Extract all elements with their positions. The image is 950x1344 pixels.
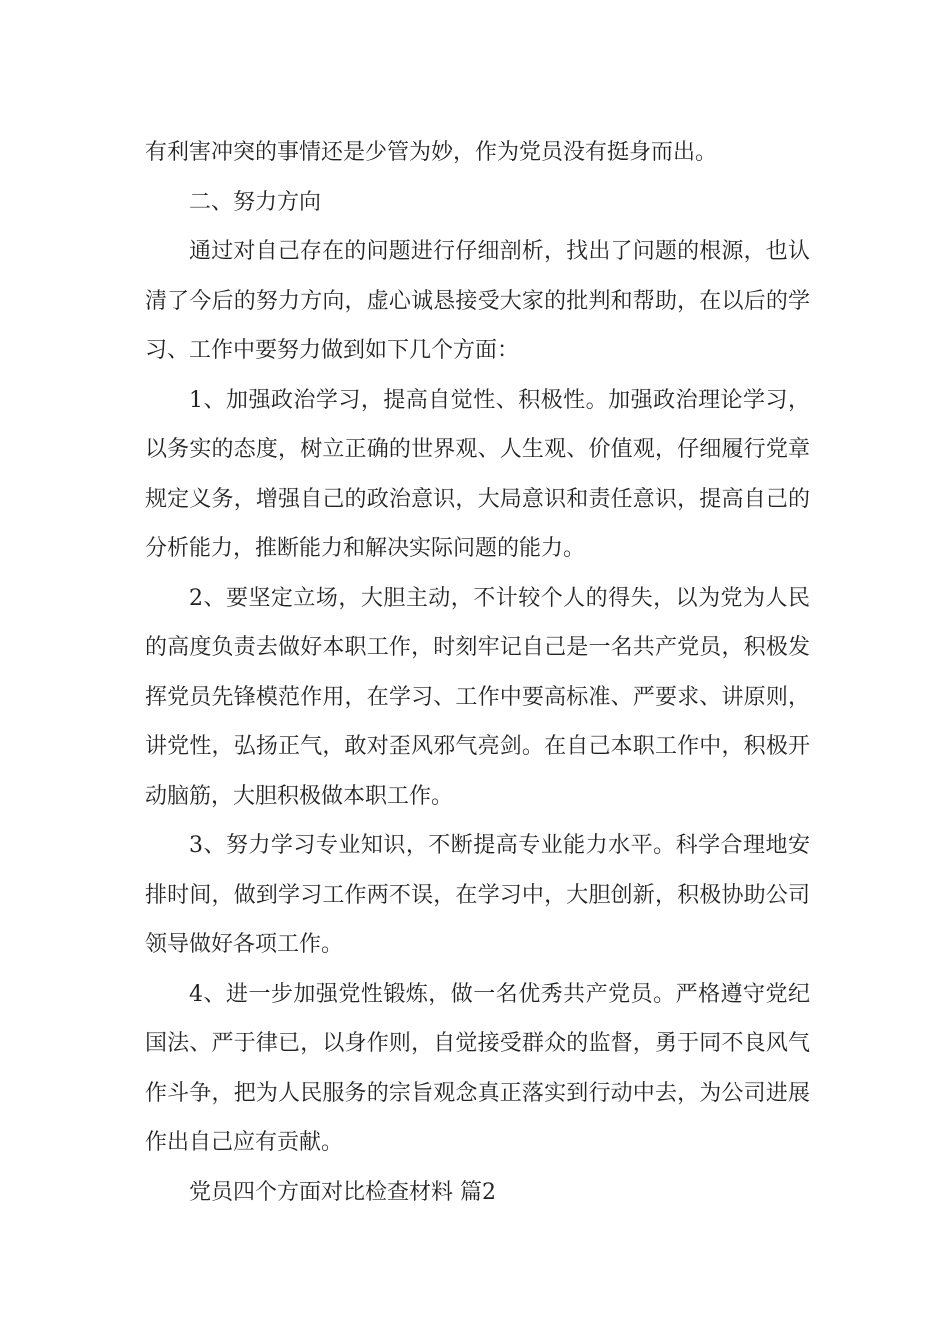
paragraph-item-2: 2、要坚定立场，大胆主动，不计较个人的得失，以为党为人民的高度负责去做好本职工作，时刻牢记自己是一名共产党员，积极发挥党员先锋模范作用，在学习、工作中要高标准、严要求、讲原则，讲党性，弘扬正气，敢对歪风邪气亮剑。在自己本职工作中，积极开动脑筋，大胆积极做本职工作。 [145, 585, 810, 809]
document-page [145, 128, 810, 1217]
paragraph-continuation: 有利害冲突的事情还是少管为妙，作为党员没有挺身而出。 [145, 140, 718, 165]
paragraph-intro: 通过对自己存在的问题进行仔细剖析，找出了问题的根源，也认清了今后的努力方向，虚心诚恳接受大家的批判和帮助，在以后的学习、工作中要努力做到如下几个方面： [145, 239, 810, 363]
section-title-part-2: 党员四个方面对比检查材料 篇2 [189, 1179, 496, 1205]
section-heading-effort-direction: 二、努力方向 [189, 189, 322, 215]
paragraph-item-4: 4、进一步加强党性锻炼，做一名优秀共产党员。严格遵守党纪国法、严于律已，以身作则，自觉接受群众的监督，勇于同不良风气作斗争，把为人民服务的宗旨观念真正落实到行动中去，为公司进展作出自己应有贡献。 [145, 981, 810, 1155]
paragraph-item-3: 3、努力学习专业知识，不断提高专业能力水平。科学合理地安排时间，做到学习工作两不误，在学习中，大胆创新，积极协助公司领导做好各项工作。 [145, 833, 810, 957]
paragraph-item-1: 1、加强政治学习，提高自觉性、积极性。加强政治理论学习，以务实的态度，树立正确的世界观、人生观、价值观，仔细履行党章规定义务，增强自己的政治意识，大局意识和责任意识，提高自己的分析能力，推断能力和解决实际问题的能力。 [145, 387, 810, 561]
